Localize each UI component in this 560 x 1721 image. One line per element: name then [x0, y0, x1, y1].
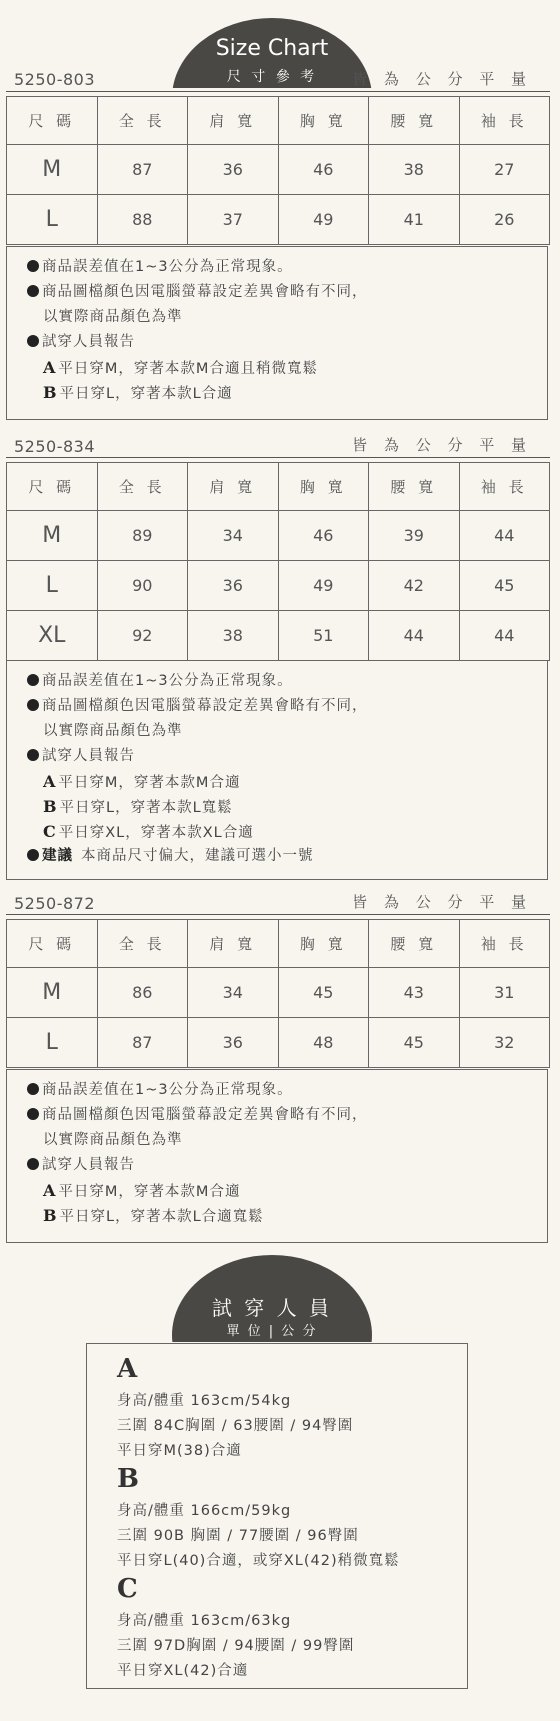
advice-line: 建議 本商品尺寸偏大，建議可選小一號	[7, 844, 547, 869]
note-line: 商品誤差值在1~3公分為正常現象。	[7, 1078, 547, 1103]
table-cell: 45	[278, 968, 369, 1018]
table-cell: 87	[97, 1018, 188, 1068]
column-header: 肩 寬	[188, 920, 279, 968]
table-cell: 87	[97, 145, 188, 195]
divider	[6, 91, 550, 92]
bullet-icon	[27, 699, 39, 711]
size-table	[6, 919, 550, 1068]
table-header-row	[7, 920, 550, 968]
size-cell: M	[7, 511, 98, 561]
table-cell: 51	[278, 611, 369, 661]
model-height-weight: 身高/體重 163cm/63kg	[117, 1613, 292, 1629]
table-cell: 44	[369, 611, 460, 661]
column-header: 袖 長	[459, 463, 550, 511]
note-line: 以實際商品顏色為準	[43, 1132, 183, 1148]
table-row	[7, 145, 550, 195]
table-cell: 27	[459, 145, 550, 195]
table-cell: 48	[278, 1018, 369, 1068]
column-header: 袖 長	[459, 97, 550, 145]
table-cell: 45	[459, 561, 550, 611]
table-row	[7, 195, 550, 245]
table-cell: 86	[97, 968, 188, 1018]
notes-box	[6, 1069, 548, 1243]
unit-label: 皆 為 公 分 平 量	[352, 436, 532, 454]
note-line: 試穿人員報告	[7, 1153, 547, 1178]
model-letter: C	[117, 1574, 138, 1604]
model-letter: A	[117, 1354, 138, 1384]
bullet-icon	[27, 1083, 39, 1095]
size-cell: M	[7, 968, 98, 1018]
size-table	[6, 96, 550, 245]
model-measurements: 三圍 97D胸圍 / 94腰圍 / 99臀圍	[117, 1638, 355, 1654]
table-cell: 39	[369, 511, 460, 561]
table-cell: 43	[369, 968, 460, 1018]
table-cell: 49	[278, 561, 369, 611]
size-cell: L	[7, 561, 98, 611]
fit-report: B 平日穿L，穿著本款L寬鬆	[43, 797, 233, 816]
note-line: 商品圖檔顏色因電腦螢幕設定差異會略有不同，	[7, 280, 547, 305]
column-header: 胸 寬	[278, 97, 369, 145]
model-measurements: 三圍 90B 胸圍 / 77腰圍 / 96臀圍	[117, 1528, 359, 1544]
bullet-icon	[27, 335, 39, 347]
divider	[6, 914, 550, 915]
column-header: 尺 碼	[7, 920, 98, 968]
column-header: 全 長	[97, 463, 188, 511]
table-cell: 26	[459, 195, 550, 245]
size-cell: L	[7, 195, 98, 245]
product-code: 5250-872	[14, 894, 96, 913]
table-cell: 32	[459, 1018, 550, 1068]
bullet-icon	[27, 260, 39, 272]
table-cell: 46	[278, 145, 369, 195]
table-cell: 36	[188, 561, 279, 611]
column-header: 全 長	[97, 920, 188, 968]
notes-box	[6, 660, 548, 880]
table-row	[7, 511, 550, 561]
table-row	[7, 1018, 550, 1068]
unit-label: 皆 為 公 分 平 量	[352, 893, 532, 911]
unit-label: 皆 為 公 分 平 量	[352, 70, 532, 88]
table-cell: 89	[97, 511, 188, 561]
table-cell: 41	[369, 195, 460, 245]
model-letter: B	[117, 1464, 139, 1494]
column-header: 尺 碼	[7, 97, 98, 145]
divider	[6, 457, 550, 458]
note-line: 以實際商品顏色為準	[43, 723, 183, 739]
size-cell: L	[7, 1018, 98, 1068]
column-header: 胸 寬	[278, 920, 369, 968]
bullet-icon	[27, 285, 39, 297]
table-cell: 44	[459, 511, 550, 561]
note-line: 以實際商品顏色為準	[43, 309, 183, 325]
column-header: 袖 長	[459, 920, 550, 968]
model-measurements: 三圍 84C胸圍 / 63腰圍 / 94臀圍	[117, 1418, 354, 1434]
table-cell: 90	[97, 561, 188, 611]
bullet-icon	[27, 1158, 39, 1170]
note-line: 商品誤差值在1~3公分為正常現象。	[7, 669, 547, 694]
bullet-icon	[27, 849, 39, 861]
note-line: 商品圖檔顏色因電腦螢幕設定差異會略有不同，	[7, 1103, 547, 1128]
table-cell: 44	[459, 611, 550, 661]
table-cell: 37	[188, 195, 279, 245]
table-cell: 36	[188, 145, 279, 195]
fit-report: B 平日穿L，穿著本款L合適寬鬆	[43, 1206, 264, 1225]
table-row	[7, 561, 550, 611]
table-cell: 36	[188, 1018, 279, 1068]
note-line: 商品圖檔顏色因電腦螢幕設定差異會略有不同，	[7, 694, 547, 719]
table-cell: 34	[188, 968, 279, 1018]
table-header-row	[7, 463, 550, 511]
table-row	[7, 611, 550, 661]
table-cell: 38	[188, 611, 279, 661]
notes-box	[6, 246, 548, 420]
fit-report: C 平日穿XL，穿著本款XL合適	[43, 822, 254, 841]
note-line: 試穿人員報告	[7, 330, 547, 355]
size-table	[6, 462, 550, 661]
table-cell: 34	[188, 511, 279, 561]
size-cell: XL	[7, 611, 98, 661]
model-height-weight: 身高/體重 166cm/59kg	[117, 1503, 292, 1519]
column-header: 全 長	[97, 97, 188, 145]
table-header-row	[7, 97, 550, 145]
table-cell: 38	[369, 145, 460, 195]
column-header: 腰 寬	[369, 463, 460, 511]
table-cell: 42	[369, 561, 460, 611]
table-cell: 46	[278, 511, 369, 561]
column-header: 肩 寬	[188, 463, 279, 511]
bullet-icon	[27, 674, 39, 686]
fit-report: A 平日穿M，穿著本款M合適	[43, 772, 241, 791]
fit-report: A 平日穿M，穿著本款M合適且稍微寬鬆	[43, 358, 318, 377]
table-row	[7, 968, 550, 1018]
product-code: 5250-803	[14, 70, 96, 89]
note-line: 試穿人員報告	[7, 744, 547, 769]
size-cell: M	[7, 145, 98, 195]
models-box	[86, 1343, 468, 1689]
page-title: Size Chart	[215, 36, 329, 61]
page-subtitle: 尺 寸 參 考	[226, 69, 318, 85]
table-cell: 92	[97, 611, 188, 661]
model-usual-size: 平日穿M(38)合適	[117, 1443, 242, 1459]
bullet-icon	[27, 1108, 39, 1120]
models-subtitle: 單 位 | 公 分	[226, 1324, 318, 1339]
column-header: 腰 寬	[369, 920, 460, 968]
column-header: 肩 寬	[188, 97, 279, 145]
model-usual-size: 平日穿XL(42)合適	[117, 1663, 249, 1679]
table-cell: 45	[369, 1018, 460, 1068]
bullet-icon	[27, 749, 39, 761]
column-header: 尺 碼	[7, 463, 98, 511]
fit-report: A 平日穿M，穿著本款M合適	[43, 1181, 241, 1200]
model-usual-size: 平日穿L(40)合適，或穿XL(42)稍微寬鬆	[117, 1553, 400, 1569]
table-cell: 31	[459, 968, 550, 1018]
product-code: 5250-834	[14, 437, 96, 456]
column-header: 腰 寬	[369, 97, 460, 145]
column-header: 胸 寬	[278, 463, 369, 511]
table-cell: 88	[97, 195, 188, 245]
model-height-weight: 身高/體重 163cm/54kg	[117, 1393, 292, 1409]
models-title: 試 穿 人 員	[211, 1296, 333, 1320]
note-line: 商品誤差值在1~3公分為正常現象。	[7, 255, 547, 280]
table-cell: 49	[278, 195, 369, 245]
fit-report: B 平日穿L，穿著本款L合適	[43, 383, 233, 402]
